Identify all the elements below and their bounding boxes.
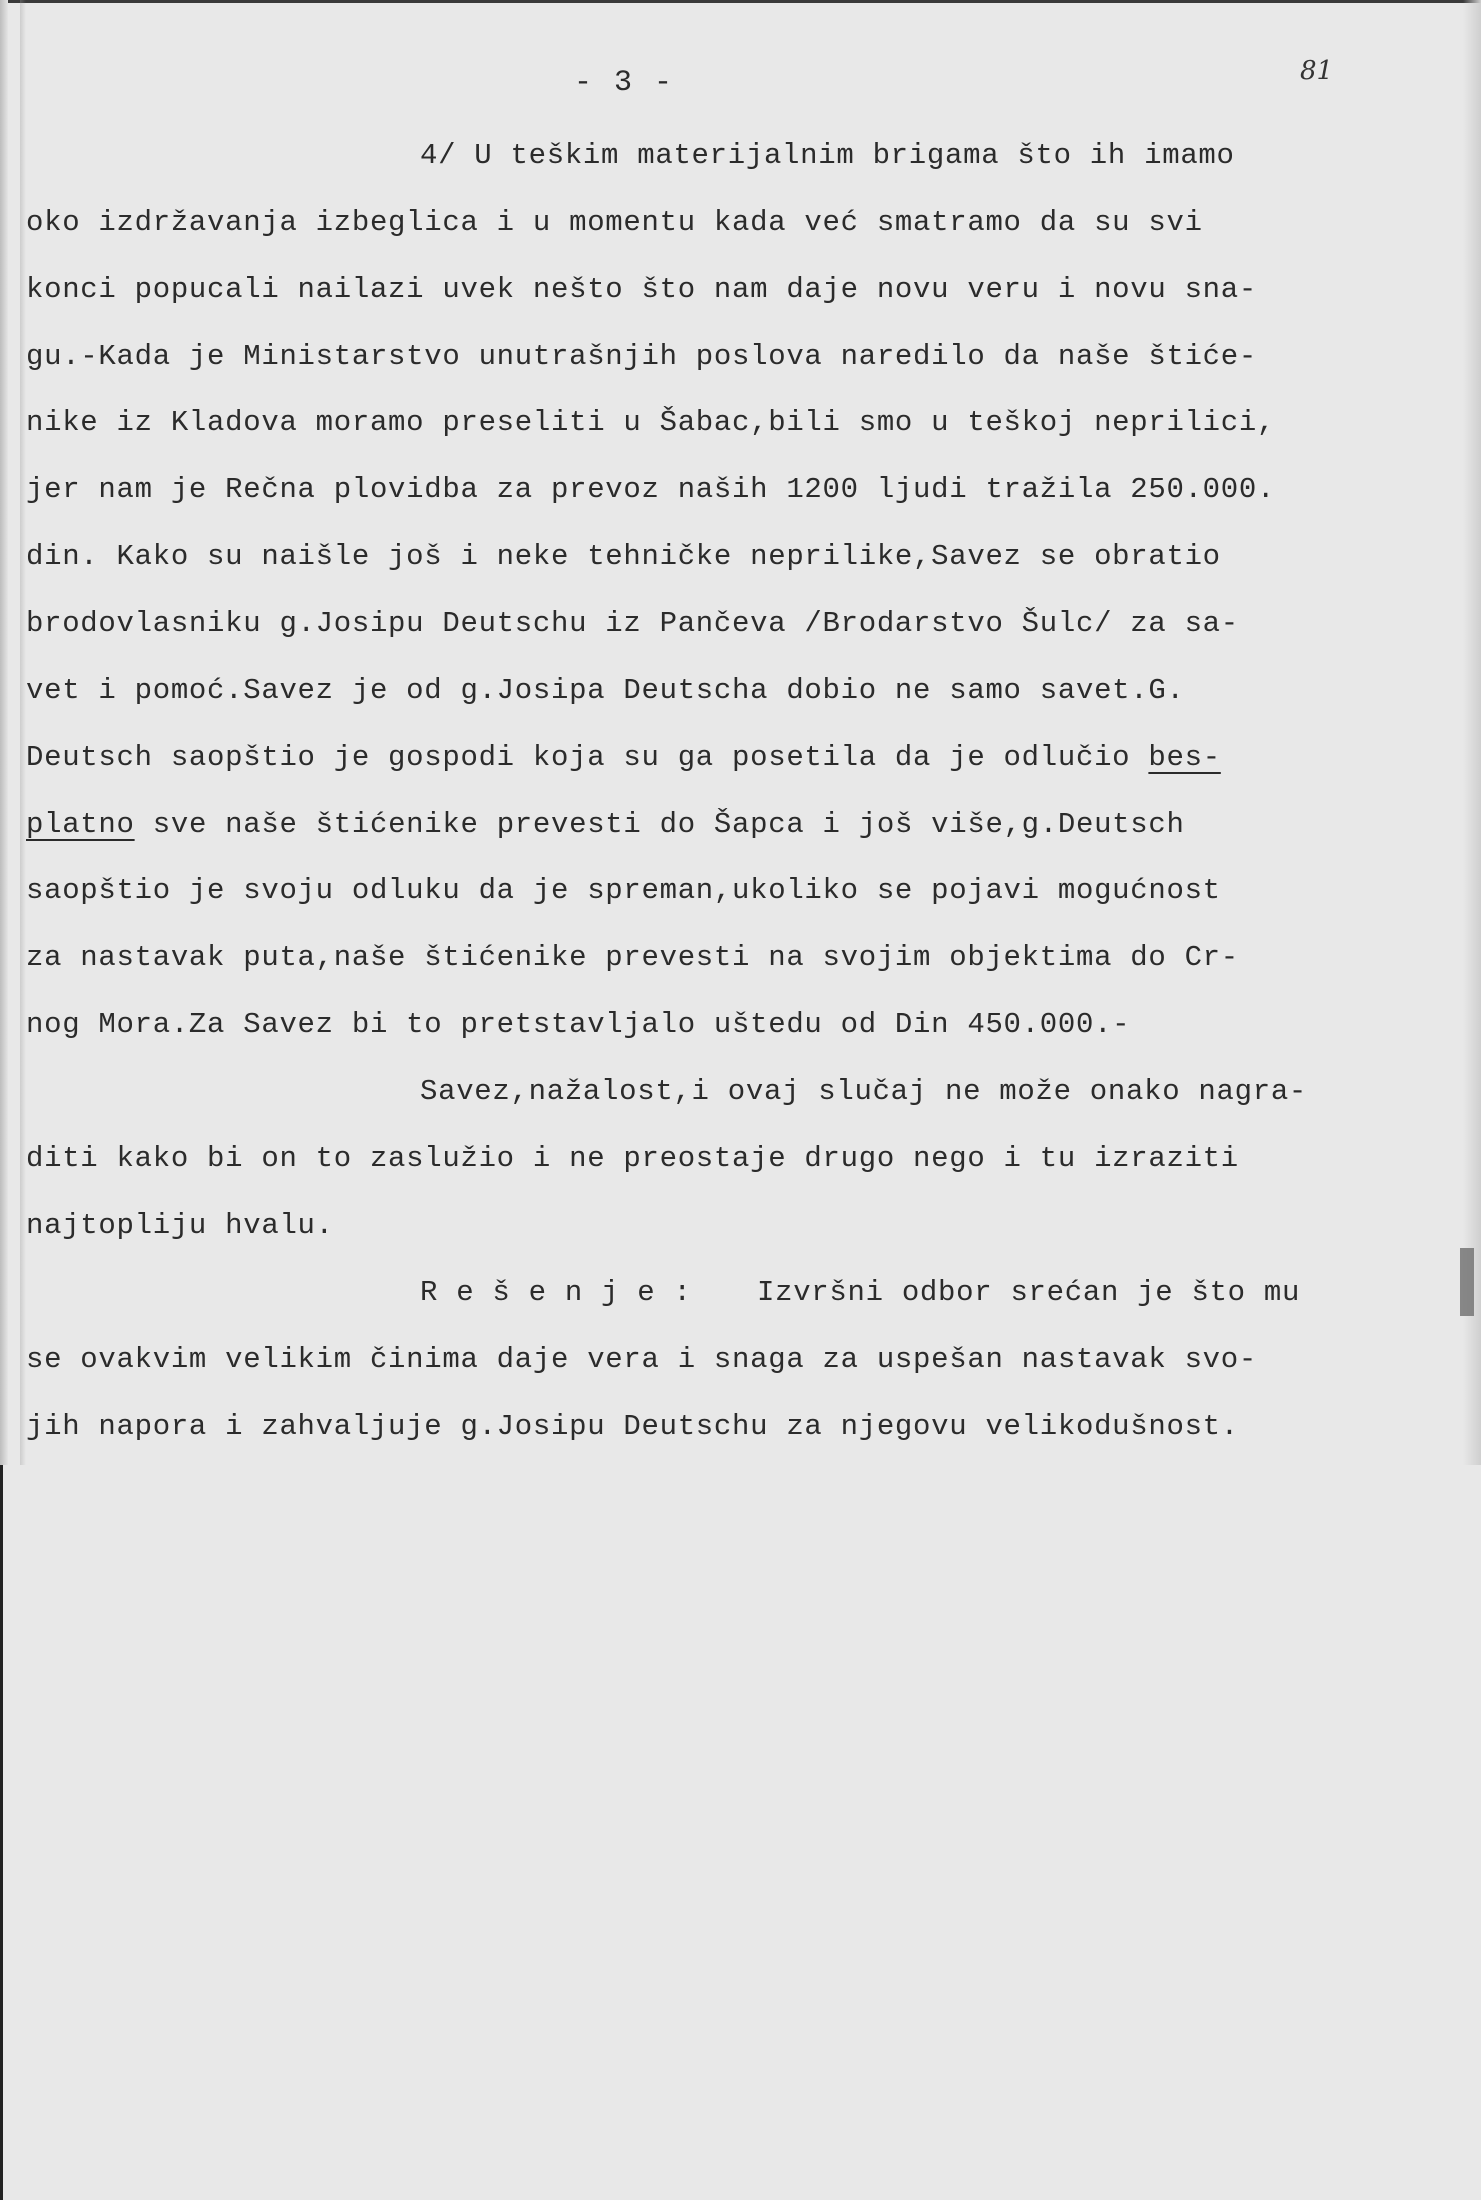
scan-left-edge xyxy=(0,0,8,1465)
text-line-part: sve naše štićenike prevesti do Šapca i još više,g.Deutsch xyxy=(152,808,1185,841)
text-line: za nastavak puta,naše štićenike prevesti na svojim objektima do Cr- xyxy=(26,941,1239,974)
text-line: se ovakvim velikim činima daje vera i snaga za uspešan nastavak svo- xyxy=(26,1343,1257,1376)
page-number: - 3 - xyxy=(574,66,675,100)
text-line: vet i pomoć.Savez je od g.Josipa Deutscha dobio ne samo savet.G. xyxy=(26,674,1185,707)
text-line: diti kako bi on to zaslužio i ne preostaje drugo nego i tu izraziti xyxy=(26,1142,1239,1175)
text-line: oko izdržavanja izbeglica i u momentu kada već smatramo da su svi xyxy=(26,206,1203,239)
text-line: saopštio je svoju odluku da je spreman,ukoliko se pojavi mogućnost xyxy=(26,874,1221,907)
text-line: brodovlasniku g.Josipu Deutschu iz Pančeva /Brodarstvo Šulc/ za sa- xyxy=(26,607,1239,640)
text-line: gu.-Kada je Ministarstvo unutrašnjih poslova naredilo da naše štiće- xyxy=(26,340,1257,373)
text-line: najtopliju hvalu. xyxy=(26,1209,334,1242)
text-line: Savez,nažalost,i ovaj slučaj ne može onako nagra- xyxy=(420,1075,1308,1108)
text-line xyxy=(26,743,1221,772)
text-line: din. Kako su naišle još i neke tehničke neprilike,Savez se obratio xyxy=(26,540,1221,573)
text-line: jer nam je Rečna plovidba za prevoz naših 1200 ljudi tražila 250.000. xyxy=(26,473,1276,506)
scan-right-mark xyxy=(1460,1248,1474,1316)
text-line: konci popucali nailazi uvek nešto što nam daje novu veru i novu sna- xyxy=(26,273,1257,306)
underlined-word: bes- xyxy=(1148,741,1221,774)
scan-top-edge xyxy=(0,0,1481,3)
text-line: nog Mora.Za Savez bi to pretstavljalo uštedu od Din 450.000.- xyxy=(26,1008,1131,1041)
resolution-label: R e š e n j e : xyxy=(420,1276,692,1309)
text-line: Izvršni odbor srećan je što mu xyxy=(757,1276,1301,1309)
text-line xyxy=(26,810,1185,839)
scan-right-edge xyxy=(1463,0,1481,1465)
text-line: jih napora i zahvaljuje g.Josipu Deutschu za njegovu velikodušnost. xyxy=(26,1410,1239,1443)
underlined-word: platno xyxy=(26,808,135,841)
scan-bottom-left-edge xyxy=(0,1465,3,2200)
folio-number: 81 xyxy=(1300,56,1334,86)
text-line: 4/ U teškim materijalnim brigama što ih imamo xyxy=(420,139,1235,172)
text-line-part: Deutsch saopštio je gospodi koja su ga posetila da je odlučio xyxy=(26,741,1149,774)
text-line: nike iz Kladova moramo preseliti u Šabac,bili smo u teškoj neprilici, xyxy=(26,406,1276,439)
